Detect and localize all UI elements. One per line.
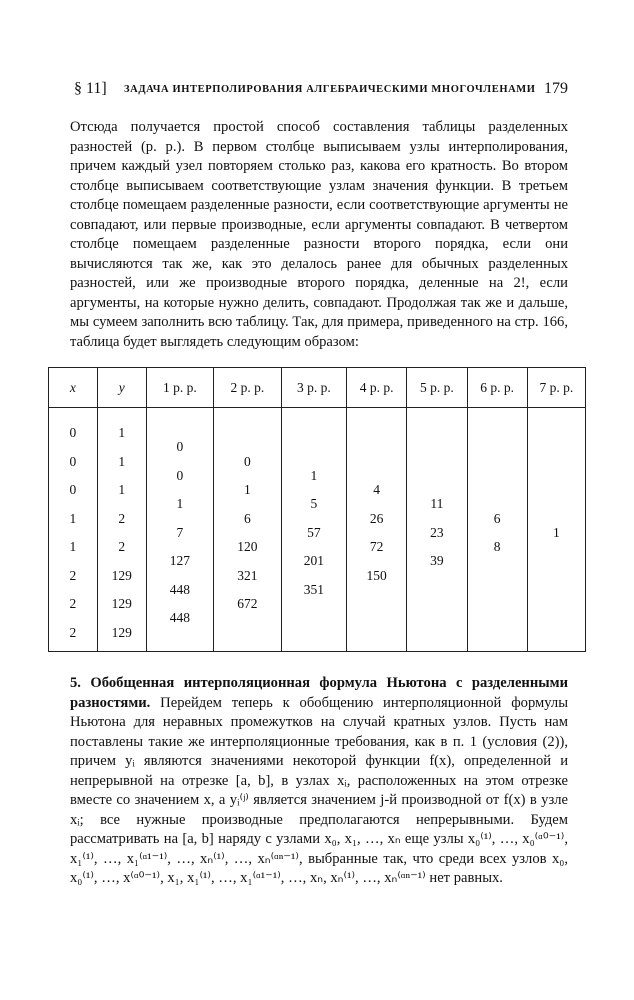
header-dd5: 5 р. р. (407, 368, 467, 408)
table-cell: 0 (176, 439, 184, 455)
table-header-row (49, 368, 586, 408)
column-dd5 (407, 408, 467, 652)
running-header (70, 80, 568, 102)
paragraph-intro: Отсюда получается простой способ составления таблицы разделенных разностей (р. р.). В первом столбце выписываем узлы интерполирования, причем каждый узел повторяем столько раз, какова его кратность. Во втором столбце выписываем соответствующие узлам значения функции. В третьем столбце помещаем разделенные разности, если соответствующие аргументы не совпадают, или первые производные, если аргументы совпадают. В четвертом столбце помещаем разделенные разности второго порядка, если они вычисляются так же, как это делалось ранее для обычных разделенных разностей, или же производные второго порядка, деленные на 2!, если аргументы, на которые нужно делить, совпадают. Продолжая так же и дальше, мы сумеем заполнить всю таблицу. Так, для примера, приведенного на стр. 166, таблица будет выглядеть следующим образом: (70, 119, 568, 350)
header-dd4: 4 р. р. (347, 368, 407, 408)
table-cell: 8 (493, 539, 501, 554)
column-dd1 (146, 408, 214, 652)
table-cell: 57 (307, 524, 321, 540)
table-cell: 1 (118, 482, 126, 497)
divided-differences-table (48, 367, 586, 652)
table-cell: 4 (373, 482, 381, 497)
table-cell: 11 (430, 496, 444, 512)
table-body-row (49, 408, 586, 652)
table-cell: 1 (176, 496, 184, 512)
header-dd1: 1 р. р. (146, 368, 214, 408)
table-cell: 672 (237, 596, 258, 611)
section-ref: § 11] (74, 80, 107, 97)
table-cell: 1 (553, 524, 560, 540)
table-cell: 129 (111, 596, 132, 611)
table-cell: 1 (118, 425, 126, 440)
header-title: ЗАДАЧА ИНТЕРПОЛИРОВАНИЯ АЛГЕБРАИЧЕСКИМИ МНОГОЧЛЕНАМИ (124, 84, 536, 95)
table-cell: 0 (176, 467, 184, 483)
table-cell: 26 (369, 510, 384, 526)
table-cell: 129 (111, 567, 132, 583)
table-cell: 1 (244, 482, 251, 497)
table-cell: 2 (118, 510, 126, 526)
table-cell: 1 (118, 453, 126, 469)
table-cell: 321 (237, 567, 258, 583)
table-cell: 1 (310, 467, 318, 483)
table-cell: 127 (169, 553, 190, 569)
table-cell: 0 (69, 453, 77, 469)
table-cell: 351 (303, 581, 324, 597)
section-5-heading: 5. Обобщенная интерполяционная формула Ньютона с разделенными разностями. (70, 675, 568, 711)
header-x: x (49, 368, 98, 408)
table-cell: 1 (69, 539, 77, 554)
table-cell: 150 (366, 567, 387, 583)
table-cell: 0 (244, 453, 251, 469)
table-cell: 72 (369, 539, 384, 554)
table-cell: 0 (69, 482, 77, 497)
table-cell: 2 (69, 596, 77, 611)
column-dd2 (214, 408, 282, 652)
table-cell: 6 (244, 510, 251, 526)
table-cell: 2 (118, 539, 126, 554)
table-cell: 1 (69, 510, 77, 526)
header-dd2: 2 р. р. (214, 368, 282, 408)
column-dd4 (347, 408, 407, 652)
table-cell: 448 (169, 610, 190, 626)
column-x (49, 408, 98, 652)
column-dd3 (281, 408, 346, 652)
table-cell: 5 (310, 496, 318, 512)
table-cell: 120 (237, 539, 258, 554)
table-cell: 0 (69, 425, 77, 440)
table-cell: 6 (493, 510, 501, 526)
column-dd7 (527, 408, 585, 652)
table-cell: 39 (430, 553, 444, 569)
table-cell: 2 (69, 567, 77, 583)
section-5-text: Перейдем теперь к обобщению интерполяционной формулы Ньютона для неравных промежутков на случай кратных узлов. Пусть нам поставлены такие же интерполяционные требования, как в п. 1 (условия (2)), причем yᵢ являются значениями некоторой функции f(x), определенной и непрерывной на отрезке [a, b], в узлах xᵢ, расположенных на этом отрезке вместе со значением x, а yᵢ⁽ʲ⁾ является значением j-й производной от f(x) в узле xᵢ; все нужные производные предполагаются непрерывными. Будем рассматривать на [a, b] наряду с узлами x₀, x₁, …, xₙ еще узлы x₀⁽¹⁾, …, x₀⁽ᵅ⁰⁻¹⁾, x₁⁽¹⁾, …, x₁⁽ᵅ¹⁻¹⁾, …, xₙ⁽¹⁾, …, xₙ⁽ᵅⁿ⁻¹⁾, выбранные так, что среди всех узлов x₀, x₀⁽¹⁾, …, x⁽ᵅ⁰⁻¹⁾, x₁, x₁⁽¹⁾, …, x₁⁽ᵅ¹⁻¹⁾, …, xₙ, xₙ⁽¹⁾, …, xₙ⁽ᵅⁿ⁻¹⁾ нет равных. (70, 694, 568, 886)
table-cell: 129 (111, 624, 132, 640)
header-dd7: 7 р. р. (527, 368, 585, 408)
header-dd6: 6 р. р. (467, 368, 527, 408)
table-cell: 448 (169, 581, 190, 597)
table-cell: 201 (303, 553, 324, 569)
header-dd3: 3 р. р. (281, 368, 346, 408)
column-dd6 (467, 408, 527, 652)
column-y (97, 408, 146, 652)
header-y: y (97, 368, 146, 408)
table-cell: 2 (69, 624, 77, 640)
table-cell: 23 (430, 524, 444, 540)
table-cell: 7 (176, 524, 184, 540)
page-number: 179 (544, 80, 568, 97)
section-5 (70, 674, 568, 889)
